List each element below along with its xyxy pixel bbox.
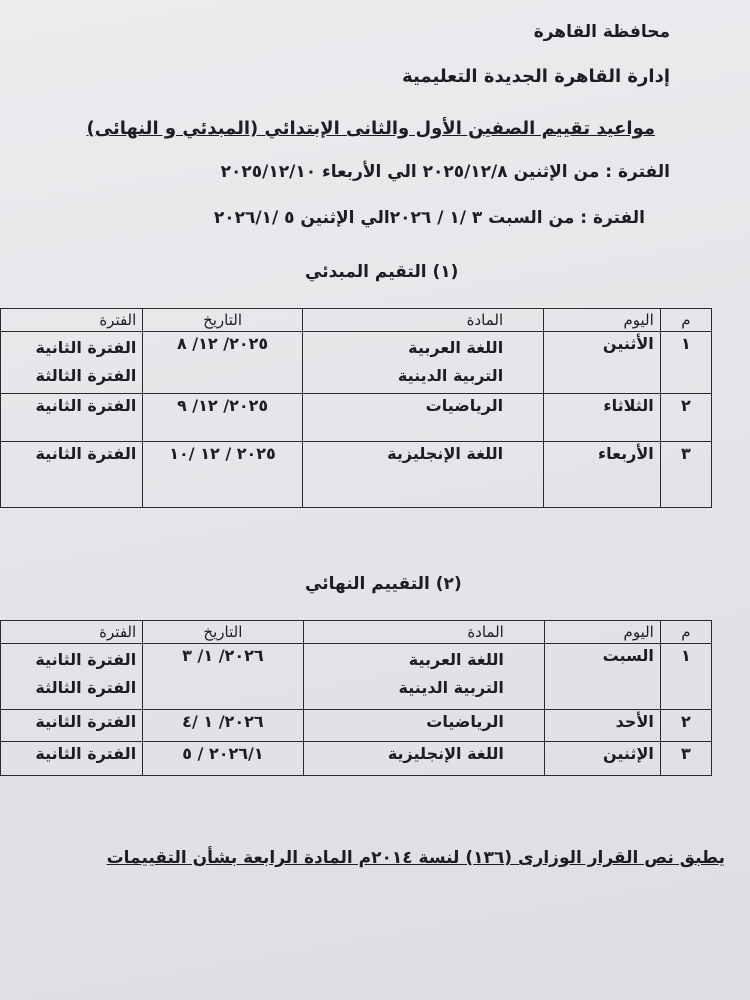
row-number: ١: [660, 644, 711, 710]
governorate-name: محافظة القاهرة: [533, 22, 670, 42]
table-header-row: [1, 621, 712, 644]
ministerial-decree-note: يطبق نص القرار الوزارى (١٣٦) لنسة ٢٠١٤م المادة الرابعة بشأن التقييمات: [106, 848, 725, 868]
table-row: [1, 710, 712, 742]
date-cell: ٢٠٢٥/ ١٢/ ٩: [143, 394, 302, 442]
table-header-row: [1, 309, 712, 332]
period-line-1: الفترة : من الإثنين ٢٠٢٥/١٢/٨ الي الأربعاء ٢٠٢٥/١٢/١٠: [220, 162, 670, 182]
column-header: م: [660, 309, 711, 332]
date-cell: ٢٠٢٦/ ١/ ٣: [143, 644, 303, 710]
row-number: ٢: [660, 710, 711, 742]
day-cell: الأربعاء: [544, 442, 661, 508]
date-cell: ٢٠٢٥/ ١٢/ ٨: [143, 332, 302, 394]
day-cell: الثلاثاء: [544, 394, 661, 442]
column-header: الفترة: [1, 621, 143, 644]
subject-cell: اللغة الإنجليزية: [302, 442, 543, 508]
row-number: ١: [660, 332, 711, 394]
final-assessment-table: [0, 620, 712, 776]
column-header: التاريخ: [143, 309, 302, 332]
period-text: الفترة الثالثة: [35, 366, 137, 385]
column-header: الفترة: [1, 309, 143, 332]
subject-text: التربية الدينية: [397, 366, 504, 385]
row-number: ٣: [660, 442, 711, 508]
subject-cell: اللغة الإنجليزية: [303, 742, 544, 776]
period-cell: الفترة الثانية: [1, 742, 143, 776]
subject-text: اللغة العربية: [408, 338, 504, 357]
day-cell: السبت: [544, 644, 660, 710]
document-title: مواعيد تقييم الصفين الأول والثانى الإبتدائي (المبدئي و النهائى): [86, 118, 655, 139]
day-cell: الأثنين: [544, 332, 661, 394]
date-cell: ٢٠٢٦/١ / ٥: [143, 742, 303, 776]
period-text: الفترة الثانية: [35, 650, 137, 669]
subject-text: التربية الدينية: [398, 678, 504, 697]
period-cell: الفترة الثانية: [1, 442, 143, 508]
column-header: التاريخ: [143, 621, 303, 644]
subject-text: اللغة العربية: [408, 650, 504, 669]
table-row: [1, 442, 712, 508]
table-row: [1, 394, 712, 442]
period-cell: [1, 644, 143, 710]
period-text: الفترة الثانية: [35, 338, 137, 357]
column-header: م: [660, 621, 711, 644]
period-cell: [1, 332, 143, 394]
period-cell: الفترة الثانية: [1, 710, 143, 742]
subject-cell: الرياضيات: [302, 394, 543, 442]
date-cell: ٢٠٢٦/ ١ /٤: [143, 710, 303, 742]
column-header: اليوم: [544, 621, 660, 644]
day-cell: الأحد: [544, 710, 660, 742]
table-row: [1, 332, 712, 394]
period-cell: الفترة الثانية: [1, 394, 143, 442]
column-header: اليوم: [544, 309, 661, 332]
subject-cell: [303, 644, 544, 710]
final-assessment-heading: (٢) التقييم النهائي: [305, 574, 462, 594]
period-line-2: الفترة : من السبت ٣ /١ / ٢٠٢٦الي الإثنين ٥ /٢٠٢٦/١: [213, 208, 645, 228]
row-number: ٢: [660, 394, 711, 442]
day-cell: الإثنين: [544, 742, 660, 776]
subject-cell: الرياضيات: [303, 710, 544, 742]
initial-assessment-heading: (١) التقيم المبدئي: [305, 262, 459, 282]
subject-cell: [302, 332, 543, 394]
date-cell: ٢٠٢٥ / ١٢ /١٠: [143, 442, 302, 508]
initial-assessment-table: [0, 308, 712, 508]
column-header: المادة: [302, 309, 543, 332]
table-row: [1, 644, 712, 710]
table-row: [1, 742, 712, 776]
administration-name: إدارة القاهرة الجديدة التعليمية: [402, 66, 670, 87]
column-header: المادة: [303, 621, 544, 644]
period-text: الفترة الثالثة: [35, 678, 137, 697]
row-number: ٣: [660, 742, 711, 776]
